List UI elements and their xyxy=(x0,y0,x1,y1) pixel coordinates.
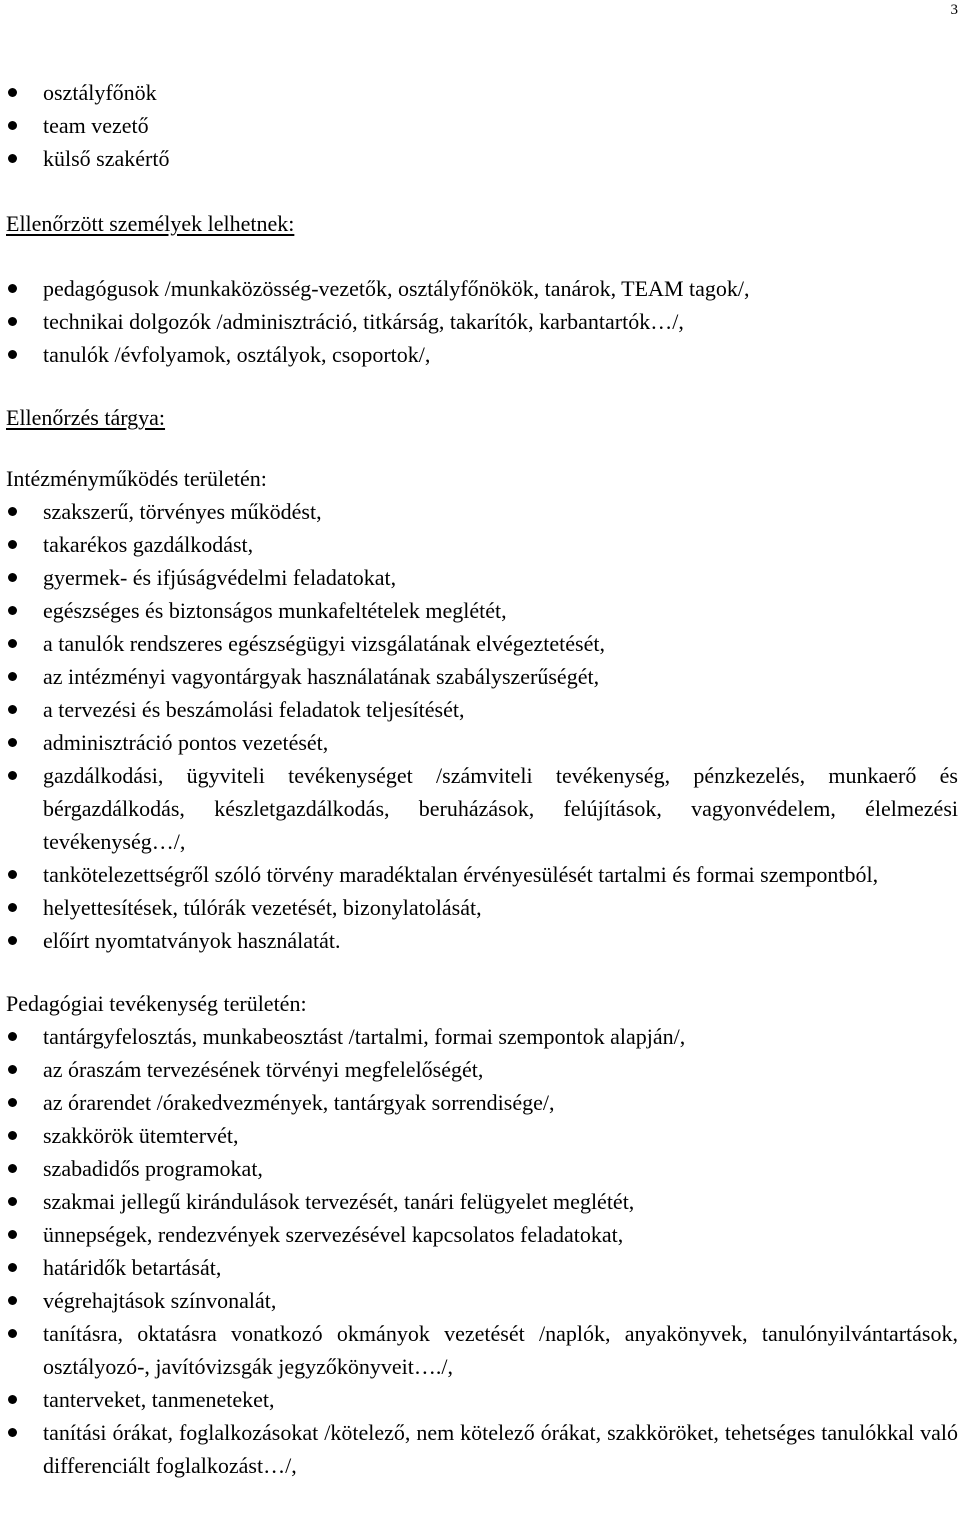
list-item: az intézményi vagyontárgyak használatának szabályszerűségét, xyxy=(6,660,958,693)
list-item: pedagógusok /munkaközösség-vezetők, osztályfőnökök, tanárok, TEAM tagok/, xyxy=(6,272,958,305)
list-item: az órarendet /órakedvezmények, tantárgyak sorrendisége/, xyxy=(6,1086,958,1119)
pedagogy-list xyxy=(6,1020,958,1482)
list-item: tankötelezettségről szóló törvény maradéktalan érvényesülését tartalmi és formai szempontból, xyxy=(6,858,958,891)
list-item: szabadidős programokat, xyxy=(6,1152,958,1185)
list-item: technikai dolgozók /adminisztráció, titkárság, takarítók, karbantartók…/, xyxy=(6,305,958,338)
list-item: szakmai jellegű kirándulások tervezését, tanári felügyelet meglétét, xyxy=(6,1185,958,1218)
institution-heading: Intézményműködés területén: xyxy=(6,466,267,491)
list-item: előírt nyomtatványok használatát. xyxy=(6,924,958,957)
list-item: az óraszám tervezésének törvényi megfelelőségét, xyxy=(6,1053,958,1086)
list-item: takarékos gazdálkodást, xyxy=(6,528,958,561)
pedagogy-heading: Pedagógiai tevékenység területén: xyxy=(6,991,307,1016)
list-item: végrehajtások színvonalát, xyxy=(6,1284,958,1317)
checked-persons-list xyxy=(6,272,958,371)
list-item: tanterveket, tanmeneteket, xyxy=(6,1383,958,1416)
list-item: osztályfőnök xyxy=(6,76,958,109)
list-item: ünnepségek, rendezvények szervezésével kapcsolatos feladatokat, xyxy=(6,1218,958,1251)
list-item: gazdálkodási, ügyviteli tevékenységet /számviteli tevékenység, pénzkezelés, munkaerő és bérgazdálkodás, készletgazdálkodás, beruházások, felújítások, vagyonvédelem, élelmezési tevékenység…/, xyxy=(6,759,958,858)
list-item: a tanulók rendszeres egészségügyi vizsgálatának elvégeztetését, xyxy=(6,627,958,660)
list-item: a tervezési és beszámolási feladatok teljesítését, xyxy=(6,693,958,726)
institution-list xyxy=(6,495,958,957)
list-item: tantárgyfelosztás, munkabeosztást /tartalmi, formai szempontok alapján/, xyxy=(6,1020,958,1053)
document-body xyxy=(6,76,958,1482)
list-item: gyermek- és ifjúságvédelmi feladatokat, xyxy=(6,561,958,594)
subject-heading: Ellenőrzés tárgya: xyxy=(6,405,166,430)
list-item: határidők betartását, xyxy=(6,1251,958,1284)
list-item: team vezető xyxy=(6,109,958,142)
list-item: egészséges és biztonságos munkafeltételek meglétét, xyxy=(6,594,958,627)
list-item: adminisztráció pontos vezetését, xyxy=(6,726,958,759)
list-item: tanításra, oktatásra vonatkozó okmányok vezetését /naplók, anyakönyvek, tanulónyilvántartások, osztályozó-, javítóvizsgák jegyzőkönyveit…./, xyxy=(6,1317,958,1383)
checked-persons-heading: Ellenőrzött személyek lelhetnek: xyxy=(6,211,295,236)
list-item: külső szakértő xyxy=(6,142,958,175)
list-item: tanítási órákat, foglalkozásokat /kötelező, nem kötelező órákat, szakköröket, tehetséges tanulókkal való differenciált foglalkozást…/, xyxy=(6,1416,958,1482)
list-item: szakkörök ütemtervét, xyxy=(6,1119,958,1152)
list-item: tanulók /évfolyamok, osztályok, csoportok/, xyxy=(6,338,958,371)
role-list xyxy=(6,76,958,175)
list-item: szakszerű, törvényes működést, xyxy=(6,495,958,528)
list-item: helyettesítések, túlórák vezetését, bizonylatolását, xyxy=(6,891,958,924)
page-number: 3 xyxy=(950,2,958,18)
